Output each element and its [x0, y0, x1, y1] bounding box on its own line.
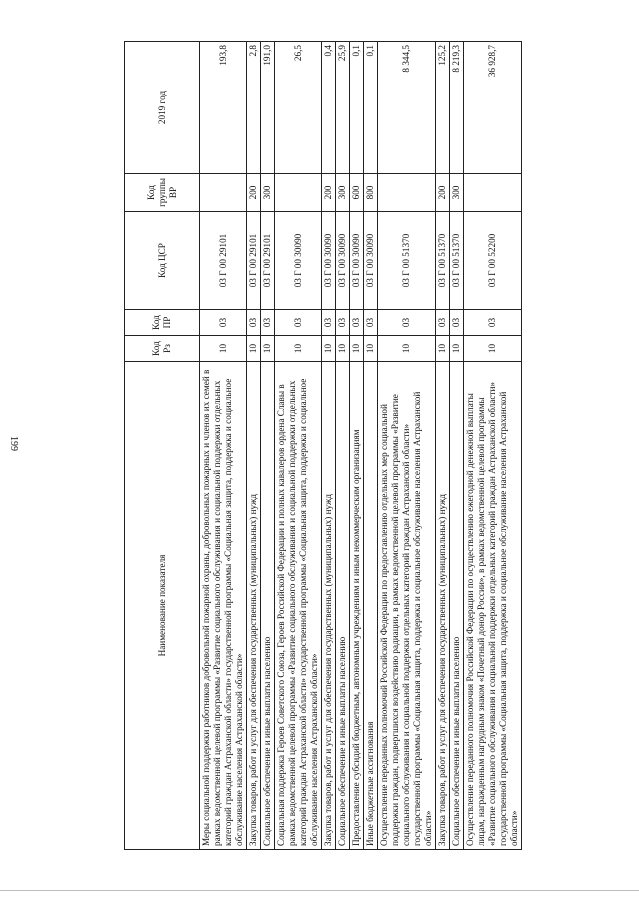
- header-rz: Код Рз: [125, 336, 200, 362]
- cell-csr: 03 Г 00 51370: [436, 212, 450, 310]
- table-row: [436, 42, 450, 850]
- table-row: [261, 42, 275, 850]
- cell-rz: 10: [350, 336, 364, 362]
- cell-name: Иные бюджетные ассигнования: [364, 362, 378, 850]
- cell-name: Закупка товаров, работ и услуг для обеспечения государственных (муниципальных) нужд: [436, 362, 450, 850]
- cell-name: Закупка товаров, работ и услуг для обеспечения государственных (муниципальных) нужд: [322, 362, 336, 850]
- cell-rz: 10: [336, 336, 350, 362]
- table-row: [336, 42, 350, 850]
- cell-pr: 03: [450, 310, 464, 336]
- cell-csr: 03 Г 00 51370: [450, 212, 464, 310]
- cell-vr: 300: [336, 174, 350, 212]
- table-row: [275, 42, 322, 850]
- cell-name: Меры социальной поддержки работников добровольной пожарной охраны, добровольных пожарных и членов их семей в рамках ведомственной целевой программы «Развитие социального обслуживания и социальной поддержки отдельных категорий граждан Астраханской области» государственной программы «Социальная защита, поддержка и социальное обслуживание населения Астраханской области»: [200, 362, 247, 850]
- cell-sum: 8 344,5: [378, 42, 436, 174]
- cell-rz: 10: [364, 336, 378, 362]
- cell-sum: 0,1: [350, 42, 364, 174]
- cell-rz: 10: [450, 336, 464, 362]
- cell-pr: 03: [436, 310, 450, 336]
- bottom-divider: [0, 890, 639, 891]
- cell-rz: 10: [464, 336, 522, 362]
- cell-sum: 0,4: [322, 42, 336, 174]
- cell-sum: 193,8: [200, 42, 247, 174]
- table-row: [450, 42, 464, 850]
- cell-name: Социальное обеспечение и иные выплаты населению: [261, 362, 275, 850]
- header-vr: Код группы ВР: [125, 174, 200, 212]
- cell-csr: 03 Г 00 30090: [350, 212, 364, 310]
- cell-pr: 03: [200, 310, 247, 336]
- cell-rz: 10: [322, 336, 336, 362]
- cell-sum: 191,0: [261, 42, 275, 174]
- cell-vr: 600: [350, 174, 364, 212]
- cell-pr: 03: [275, 310, 322, 336]
- cell-vr: 200: [436, 174, 450, 212]
- header-sum: 2019 год: [125, 42, 200, 174]
- cell-name: Социальное обеспечение и иные выплаты населению: [336, 362, 350, 850]
- cell-pr: 03: [378, 310, 436, 336]
- cell-name: Осуществление переданных полномочий Российской Федерации по предоставлению отдельных мер социальной поддержки граждан, подвергшихся воздействию радиации, в рамках ведомственной целевой программы «Развитие социального обслуживания и социальной поддержки отдельных категорий граждан Астраханской области» государственной программы «Социальная защита, поддержка и социальное обслуживание населения Астраханской области»: [378, 362, 436, 850]
- cell-pr: 03: [247, 310, 261, 336]
- table-row: [322, 42, 336, 850]
- cell-pr: 03: [322, 310, 336, 336]
- table-row: [364, 42, 378, 850]
- header-csr: Код ЦСР: [125, 212, 200, 310]
- cell-csr: 03 Г 00 30090: [364, 212, 378, 310]
- cell-csr: 03 Г 00 29101: [261, 212, 275, 310]
- cell-vr: 200: [322, 174, 336, 212]
- cell-sum: 26,5: [275, 42, 322, 174]
- cell-sum: 125,2: [436, 42, 450, 174]
- cell-sum: 0,1: [364, 42, 378, 174]
- cell-name: Социальная поддержка Героев Советского Союза, Героев Российской Федерации и полных кавалеров ордена Славы в рамках ведомственной целевой программы «Развитие социального обслуживания и социальной поддержки отдельных категорий граждан Астраханской области» государственной программы «Социальная защита, поддержка и социальное обслуживание населения Астраханской области»: [275, 362, 322, 850]
- cell-vr: 300: [261, 174, 275, 212]
- cell-csr: 03 Г 00 29101: [247, 212, 261, 310]
- cell-sum: 2,8: [247, 42, 261, 174]
- page-number: [6, 438, 18, 449]
- cell-name: Социальное обеспечение и иные выплаты населению: [450, 362, 464, 850]
- table-body: [200, 42, 522, 850]
- cell-sum: 36 928,7: [464, 42, 522, 174]
- cell-pr: 03: [261, 310, 275, 336]
- cell-pr: 03: [350, 310, 364, 336]
- cell-vr: 200: [247, 174, 261, 212]
- cell-rz: 10: [275, 336, 322, 362]
- cell-vr: [275, 174, 322, 212]
- cell-name: Осуществление переданного полномочия Российской Федерации по осуществлению ежегодной денежной выплаты лицам, награжденным нагрудным знаком «Почетный донор России», в рамках ведомственной целевой программы «Развитие социального обслуживания и социальной поддержки отдельных категорий граждан Астраханской области» государственной программы «Социальная защита, поддержка и социальное обслуживание населения Астраханской области»: [464, 362, 522, 850]
- cell-name: Закупка товаров, работ и услуг для обеспечения государственных (муниципальных) нужд: [247, 362, 261, 850]
- cell-rz: 10: [378, 336, 436, 362]
- cell-rz: 10: [436, 336, 450, 362]
- header-name: Наименование показателя: [125, 362, 200, 850]
- cell-name: Предоставление субсидий бюджетным, автономным учреждениям и иным некоммерческим организациям: [350, 362, 364, 850]
- cell-csr: 03 Г 00 30090: [322, 212, 336, 310]
- table-header-row: [125, 42, 200, 850]
- cell-csr: 03 Г 00 52200: [464, 212, 522, 310]
- cell-vr: 300: [450, 174, 464, 212]
- cell-vr: [200, 174, 247, 212]
- cell-vr: [378, 174, 436, 212]
- cell-rz: 10: [200, 336, 247, 362]
- cell-csr: 03 Г 00 29101: [200, 212, 247, 310]
- cell-rz: 10: [261, 336, 275, 362]
- table-row: [247, 42, 261, 850]
- cell-csr: 03 Г 00 30090: [275, 212, 322, 310]
- budget-table: [124, 41, 522, 850]
- cell-pr: 03: [336, 310, 350, 336]
- cell-csr: 03 Г 00 51370: [378, 212, 436, 310]
- cell-sum: 25,9: [336, 42, 350, 174]
- table-row: [200, 42, 247, 850]
- budget-table-container: [124, 42, 592, 850]
- table-row: [350, 42, 364, 850]
- cell-csr: 03 Г 00 30090: [336, 212, 350, 310]
- table-row: [378, 42, 436, 850]
- cell-pr: 03: [364, 310, 378, 336]
- cell-vr: [464, 174, 522, 212]
- cell-sum: 8 219,3: [450, 42, 464, 174]
- cell-pr: 03: [464, 310, 522, 336]
- page-number-text: 199: [8, 436, 19, 451]
- cell-rz: 10: [247, 336, 261, 362]
- cell-vr: 800: [364, 174, 378, 212]
- table-row: [464, 42, 522, 850]
- header-pr: Код ПР: [125, 310, 200, 336]
- rotated-page-content: [124, 42, 592, 850]
